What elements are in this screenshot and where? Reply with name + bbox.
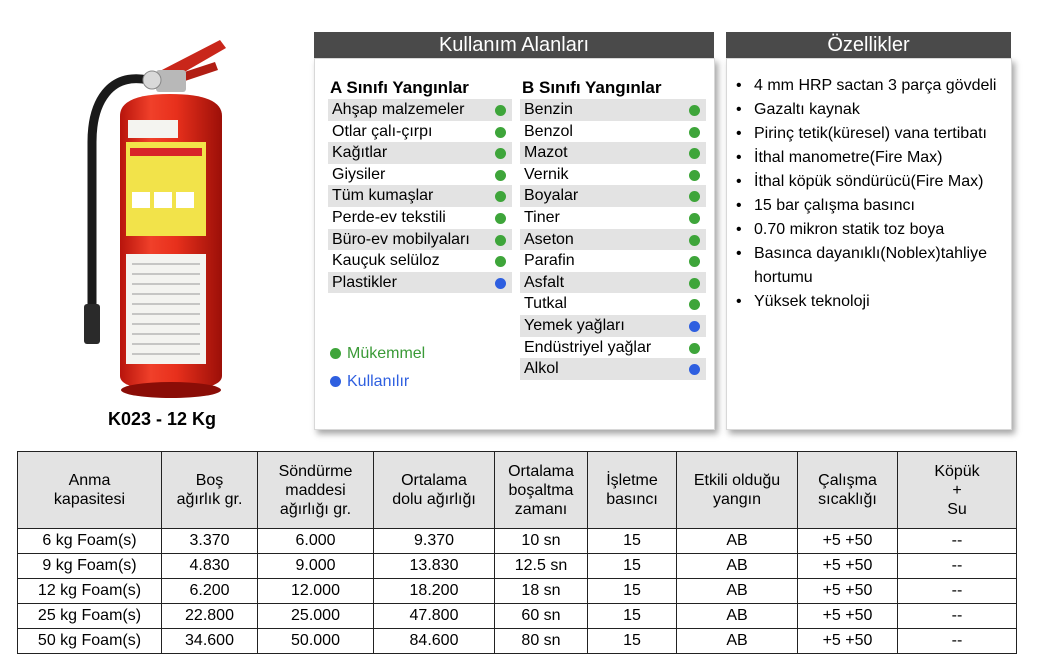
green-dot-icon xyxy=(689,299,700,310)
table-cell: AB xyxy=(677,529,798,554)
table-cell: 6.200 xyxy=(162,579,258,604)
table-cell: AB xyxy=(677,554,798,579)
class-b-item-label: Parafin xyxy=(524,252,575,270)
table-row xyxy=(18,579,1017,604)
class-a-item xyxy=(328,185,512,207)
table-cell: -- xyxy=(898,529,1017,554)
class-b-item xyxy=(520,164,706,186)
class-b-item-label: Mazot xyxy=(524,144,568,162)
class-b-item-label: Benzol xyxy=(524,122,573,140)
spec-header-text: Çalışma xyxy=(818,472,877,489)
spec-header-cell xyxy=(898,452,1017,529)
spec-header-text: + xyxy=(952,481,962,499)
table-cell: 9 kg Foam(s) xyxy=(18,554,162,579)
class-b-item xyxy=(520,185,706,207)
table-cell: 18 sn xyxy=(495,579,588,604)
class-b-item xyxy=(520,207,706,229)
class-a-item-label: Ahşap malzemeler xyxy=(332,101,465,118)
class-a-item-label: Perde-ev tekstili xyxy=(332,208,446,226)
table-cell: 9.370 xyxy=(374,529,495,554)
property-item: • 15 bar çalışma basıncı xyxy=(736,194,1008,218)
class-b-item-label: Yemek yağları xyxy=(524,316,625,334)
table-cell: 15 xyxy=(588,604,677,629)
table-cell: 9.000 xyxy=(258,554,374,579)
table-cell: +5 +50 xyxy=(798,629,898,654)
spec-header-text: zamanı xyxy=(514,500,568,518)
green-dot-icon xyxy=(495,191,506,202)
properties-panel-title: Özellikler xyxy=(726,32,1011,58)
table-cell: 13.830 xyxy=(374,554,495,579)
spec-header-text: Su xyxy=(947,500,967,518)
green-dot-icon xyxy=(330,348,341,359)
property-item: • Gazaltı kaynak xyxy=(736,98,1008,122)
table-cell: +5 +50 xyxy=(798,579,898,604)
class-b-item-label: Vernik xyxy=(524,165,569,183)
class-b-item-label: Endüstriyel yağlar xyxy=(524,338,652,356)
spec-header-text: basıncı xyxy=(606,491,658,508)
green-dot-icon xyxy=(689,105,700,116)
class-a-item xyxy=(328,164,512,186)
property-item: • 4 mm HRP sactan 3 parça gövdeli xyxy=(736,74,1008,98)
class-b-item xyxy=(520,315,706,337)
table-cell: 60 sn xyxy=(495,604,588,629)
table-cell: -- xyxy=(898,629,1017,654)
table-cell: 12 kg Foam(s) xyxy=(18,579,162,604)
class-b-item xyxy=(520,293,706,315)
spec-header-text: Köpük xyxy=(934,462,980,480)
green-dot-icon xyxy=(689,148,700,159)
class-b-item-label: Benzin xyxy=(524,101,573,118)
class-a-item xyxy=(328,99,512,121)
table-cell: 15 xyxy=(588,579,677,604)
table-cell: -- xyxy=(898,554,1017,579)
class-a-item-label: Giysiler xyxy=(332,165,386,183)
spec-header-text: sıcaklığı xyxy=(818,491,877,508)
fire-extinguisher-image xyxy=(70,32,250,404)
class-b-item xyxy=(520,250,706,272)
spec-header-text: boşaltma xyxy=(508,481,574,499)
table-cell: +5 +50 xyxy=(798,529,898,554)
spec-header-cell xyxy=(18,452,162,529)
class-b-item-label: Tutkal xyxy=(524,295,567,313)
spec-header-cell xyxy=(374,452,495,529)
spec-header-text: kapasitesi xyxy=(53,491,126,508)
table-cell: AB xyxy=(677,629,798,654)
class-a-column xyxy=(328,77,512,293)
spec-header-cell xyxy=(495,452,588,529)
table-row xyxy=(18,604,1017,629)
class-b-item xyxy=(520,99,706,121)
class-b-item-label: Tiner xyxy=(524,208,560,226)
property-item: • Basınca dayanıklı(Noblex)tahliye hortumu xyxy=(736,242,1008,290)
properties-list xyxy=(736,74,1008,314)
green-dot-icon xyxy=(689,127,700,138)
spec-header-text: ağırlık gr. xyxy=(176,491,243,508)
class-b-column xyxy=(520,77,706,380)
spec-header-text: yangın xyxy=(712,491,762,508)
class-b-item xyxy=(520,121,706,143)
green-dot-icon xyxy=(689,191,700,202)
table-cell: 80 sn xyxy=(495,629,588,654)
table-cell: 34.600 xyxy=(162,629,258,654)
legend-usable: Kullanılır xyxy=(330,373,409,391)
table-cell: 50.000 xyxy=(258,629,374,654)
class-b-item xyxy=(520,142,706,164)
spec-header-text: Anma xyxy=(68,472,111,489)
table-cell: 12.000 xyxy=(258,579,374,604)
green-dot-icon xyxy=(495,213,506,224)
table-cell: 15 xyxy=(588,629,677,654)
table-cell: 12.5 sn xyxy=(495,554,588,579)
spec-header-text: Ortalama xyxy=(508,462,574,480)
class-b-item xyxy=(520,229,706,251)
class-a-item xyxy=(328,207,512,229)
green-dot-icon xyxy=(495,105,506,116)
spec-header-cell xyxy=(258,452,374,529)
property-item: • Pirinç tetik(küresel) vana tertibatı xyxy=(736,122,1008,146)
table-row xyxy=(18,554,1017,579)
spec-header-text: dolu ağırlığı xyxy=(392,491,476,508)
green-dot-icon xyxy=(689,170,700,181)
spec-header-text: ağırlığı gr. xyxy=(279,500,352,518)
class-a-item-label: Büro-ev mobilyaları xyxy=(332,230,470,248)
table-row xyxy=(18,529,1017,554)
class-b-title: B Sınıfı Yangınlar xyxy=(522,78,662,97)
table-cell: 10 sn xyxy=(495,529,588,554)
table-cell: 25.000 xyxy=(258,604,374,629)
class-b-item-label: Aseton xyxy=(524,230,574,248)
table-cell: -- xyxy=(898,579,1017,604)
spec-header-cell xyxy=(677,452,798,529)
table-cell: 22.800 xyxy=(162,604,258,629)
class-b-item-label: Boyalar xyxy=(524,187,579,205)
blue-dot-icon xyxy=(495,278,506,289)
legend-excellent: Mükemmel xyxy=(330,345,425,363)
model-label: K023 - 12 Kg xyxy=(108,409,217,429)
table-cell: +5 +50 xyxy=(798,604,898,629)
class-a-item xyxy=(328,121,512,143)
green-dot-icon xyxy=(495,127,506,138)
class-a-item-label: Kauçuk selüloz xyxy=(332,252,440,270)
property-item: • İthal manometre(Fire Max) xyxy=(736,146,1008,170)
table-cell: 50 kg Foam(s) xyxy=(18,629,162,654)
spec-header-text: Ortalama xyxy=(401,472,467,489)
table-cell: 6.000 xyxy=(258,529,374,554)
class-a-item xyxy=(328,272,512,294)
class-b-item-label: Asfalt xyxy=(524,273,565,291)
green-dot-icon xyxy=(689,213,700,224)
table-cell: 47.800 xyxy=(374,604,495,629)
spec-header-text: Etkili olduğu xyxy=(693,472,781,489)
class-a-title: A Sınıfı Yangınlar xyxy=(330,78,469,97)
spec-header-cell xyxy=(162,452,258,529)
blue-dot-icon xyxy=(689,321,700,332)
table-cell: 15 xyxy=(588,529,677,554)
class-a-item-label: Tüm kumaşlar xyxy=(332,187,434,205)
green-dot-icon xyxy=(689,256,700,267)
class-a-item xyxy=(328,250,512,272)
class-b-item xyxy=(520,358,706,380)
spec-header-row xyxy=(18,452,1017,529)
blue-dot-icon xyxy=(689,364,700,375)
property-item: • İthal köpük söndürücü(Fire Max) xyxy=(736,170,1008,194)
table-cell: 3.370 xyxy=(162,529,258,554)
table-cell: 18.200 xyxy=(374,579,495,604)
class-a-item-label: Kağıtlar xyxy=(332,144,388,162)
spec-table xyxy=(17,451,1017,654)
spec-header-text: Söndürme xyxy=(278,462,353,480)
class-a-item-label: Otlar çalı-çırpı xyxy=(332,122,433,140)
spec-header-text: Boş xyxy=(195,472,224,489)
class-b-item xyxy=(520,272,706,294)
table-cell: AB xyxy=(677,579,798,604)
table-cell: AB xyxy=(677,604,798,629)
table-cell: 15 xyxy=(588,554,677,579)
green-dot-icon xyxy=(689,278,700,289)
class-a-item-label: Plastikler xyxy=(332,273,397,291)
spec-header-cell xyxy=(798,452,898,529)
spec-header-text: İşletme xyxy=(606,472,658,489)
table-cell: 84.600 xyxy=(374,629,495,654)
property-item: • 0.70 mikron statik toz boya xyxy=(736,218,1008,242)
usage-panel-title: Kullanım Alanları xyxy=(314,32,714,58)
green-dot-icon xyxy=(689,235,700,246)
green-dot-icon xyxy=(689,343,700,354)
table-cell: -- xyxy=(898,604,1017,629)
green-dot-icon xyxy=(495,256,506,267)
class-a-item xyxy=(328,142,512,164)
spec-header-cell xyxy=(588,452,677,529)
table-cell: 6 kg Foam(s) xyxy=(18,529,162,554)
green-dot-icon xyxy=(495,170,506,181)
class-b-item-label: Alkol xyxy=(524,360,559,378)
table-cell: +5 +50 xyxy=(798,554,898,579)
class-b-item xyxy=(520,337,706,359)
blue-dot-icon xyxy=(330,376,341,387)
table-row xyxy=(18,629,1017,654)
green-dot-icon xyxy=(495,235,506,246)
spec-header-text: maddesi xyxy=(285,481,346,499)
table-cell: 4.830 xyxy=(162,554,258,579)
class-a-item xyxy=(328,229,512,251)
table-cell: 25 kg Foam(s) xyxy=(18,604,162,629)
property-item: • Yüksek teknoloji xyxy=(736,290,1008,314)
green-dot-icon xyxy=(495,148,506,159)
